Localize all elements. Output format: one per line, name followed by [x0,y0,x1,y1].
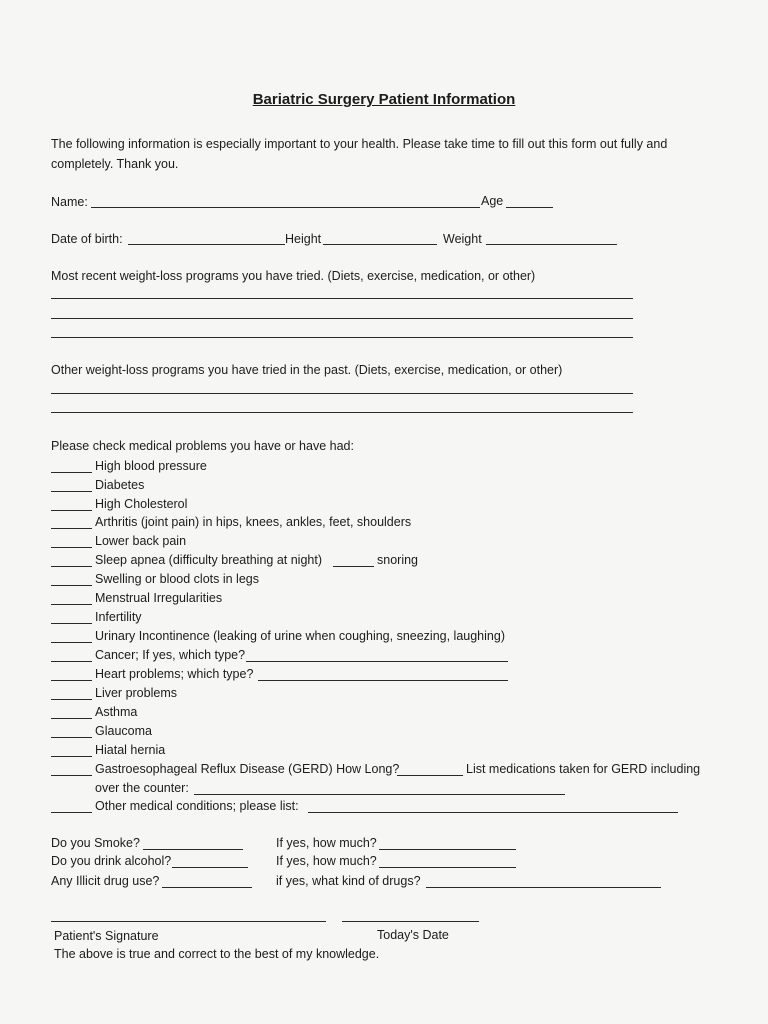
signature-label: Patient's Signature [54,929,159,943]
smoke-label: Do you Smoke? [51,836,140,850]
checkbox-line-1[interactable] [51,491,92,492]
checkbox-line-15[interactable] [51,756,92,757]
checkbox-line-0[interactable] [51,472,92,473]
alcohol-amount-line[interactable] [379,867,516,868]
checkbox-line-12[interactable] [51,699,92,700]
condition-label-1: Diabetes [95,478,145,492]
other-conditions-line[interactable] [308,812,678,813]
checkbox-line-6[interactable] [51,585,92,586]
signature-line[interactable] [51,921,326,922]
attestation-text: The above is true and correct to the best of my knowledge. [54,947,380,961]
intro-text-line2: completely. Thank you. [51,157,179,171]
form-title: Bariatric Surgery Patient Information [252,91,516,108]
alcohol-amount-label: If yes, how much? [276,854,377,868]
checkbox-line-2[interactable] [51,510,92,511]
condition-label-2: High Cholesterol [95,497,188,511]
checkbox-line-8[interactable] [51,623,92,624]
weight-field-line[interactable] [486,244,617,245]
condition-label-0: High blood pressure [95,459,207,473]
condition-label-3: Arthritis (joint pain) in hips, knees, ankles, feet, shoulders [95,515,412,529]
condition-label-13: Asthma [95,705,138,719]
gerd-counter-line[interactable] [194,794,565,795]
gerd-counter-label: over the counter: [95,781,189,795]
condition-label-9: Urinary Incontinence (leaking of urine when coughing, sneezing, laughing) [95,629,505,643]
condition-label-10: Cancer; If yes, which type? [95,648,246,662]
medical-prompt: Please check medical problems you have or have had: [51,439,354,453]
gerd-duration-line[interactable] [397,775,463,776]
intro-text-line1: The following information is especially important to your health. Please take time to fill out this form out fully and [51,137,668,151]
drugs-label: Any Illicit drug use? [51,874,160,888]
date-label: Today's Date [377,928,449,942]
recent-programs-line-1[interactable] [51,298,633,299]
checkbox-line-3[interactable] [51,528,92,529]
checkbox-line-5[interactable] [51,566,92,567]
condition-label-16: Gastroesophageal Reflux Disease (GERD) How Long? [95,762,400,776]
past-programs-prompt: Other weight-loss programs you have tried in the past. (Diets, exercise, medication, or other) [51,363,563,377]
age-field-line[interactable] [506,207,553,208]
condition-label-15: Hiatal hernia [95,743,166,757]
checkbox-line-16[interactable] [51,775,92,776]
past-programs-line-1[interactable] [51,393,633,394]
smoke-field-line[interactable] [143,849,243,850]
condition-label-4: Lower back pain [95,534,187,548]
height-label: Height [285,232,322,246]
heart-type-line[interactable] [258,680,508,681]
cancer-type-line[interactable] [246,661,508,662]
checkbox-line-11[interactable] [51,680,92,681]
date-line[interactable] [342,921,479,922]
age-label: Age [481,194,504,208]
snoring-label: snoring [377,553,418,567]
drugs-kind-label: if yes, what kind of drugs? [276,874,421,888]
recent-programs-prompt: Most recent weight-loss programs you have tried. (Diets, exercise, medication, or other) [51,269,536,283]
checkbox-line-14[interactable] [51,737,92,738]
checkbox-line-10[interactable] [51,661,92,662]
checkbox-line-13[interactable] [51,718,92,719]
condition-label-14: Glaucoma [95,724,152,738]
smoke-amount-line[interactable] [379,849,516,850]
condition-label-11: Heart problems; which type? [95,667,254,681]
condition-label-12: Liver problems [95,686,177,700]
condition-label-17: Other medical conditions; please list: [95,799,299,813]
weight-label: Weight [443,232,482,246]
condition-label-8: Infertility [95,610,142,624]
drugs-kind-line[interactable] [426,887,661,888]
height-field-line[interactable] [323,244,437,245]
recent-programs-line-3[interactable] [51,337,633,338]
checkbox-line-9[interactable] [51,642,92,643]
dob-field-line[interactable] [128,244,285,245]
checkbox-line-7[interactable] [51,604,92,605]
name-label: Name: [51,195,88,209]
checkbox-line-4[interactable] [51,547,92,548]
name-field-line[interactable] [91,207,480,208]
recent-programs-line-2[interactable] [51,318,633,319]
condition-label-7: Menstrual Irregularities [95,591,223,605]
condition-label-6: Swelling or blood clots in legs [95,572,259,586]
dob-label: Date of birth: [51,232,123,246]
alcohol-label: Do you drink alcohol? [51,854,172,868]
alcohol-field-line[interactable] [172,867,248,868]
past-programs-line-2[interactable] [51,412,633,413]
gerd-medications-label: List medications taken for GERD including [466,762,701,776]
condition-label-5: Sleep apnea (difficulty breathing at night) [95,553,323,567]
drugs-field-line[interactable] [162,887,252,888]
smoke-amount-label: If yes, how much? [276,836,377,850]
checkbox-line-17[interactable] [51,812,92,813]
snoring-checkbox-line[interactable] [333,566,374,567]
